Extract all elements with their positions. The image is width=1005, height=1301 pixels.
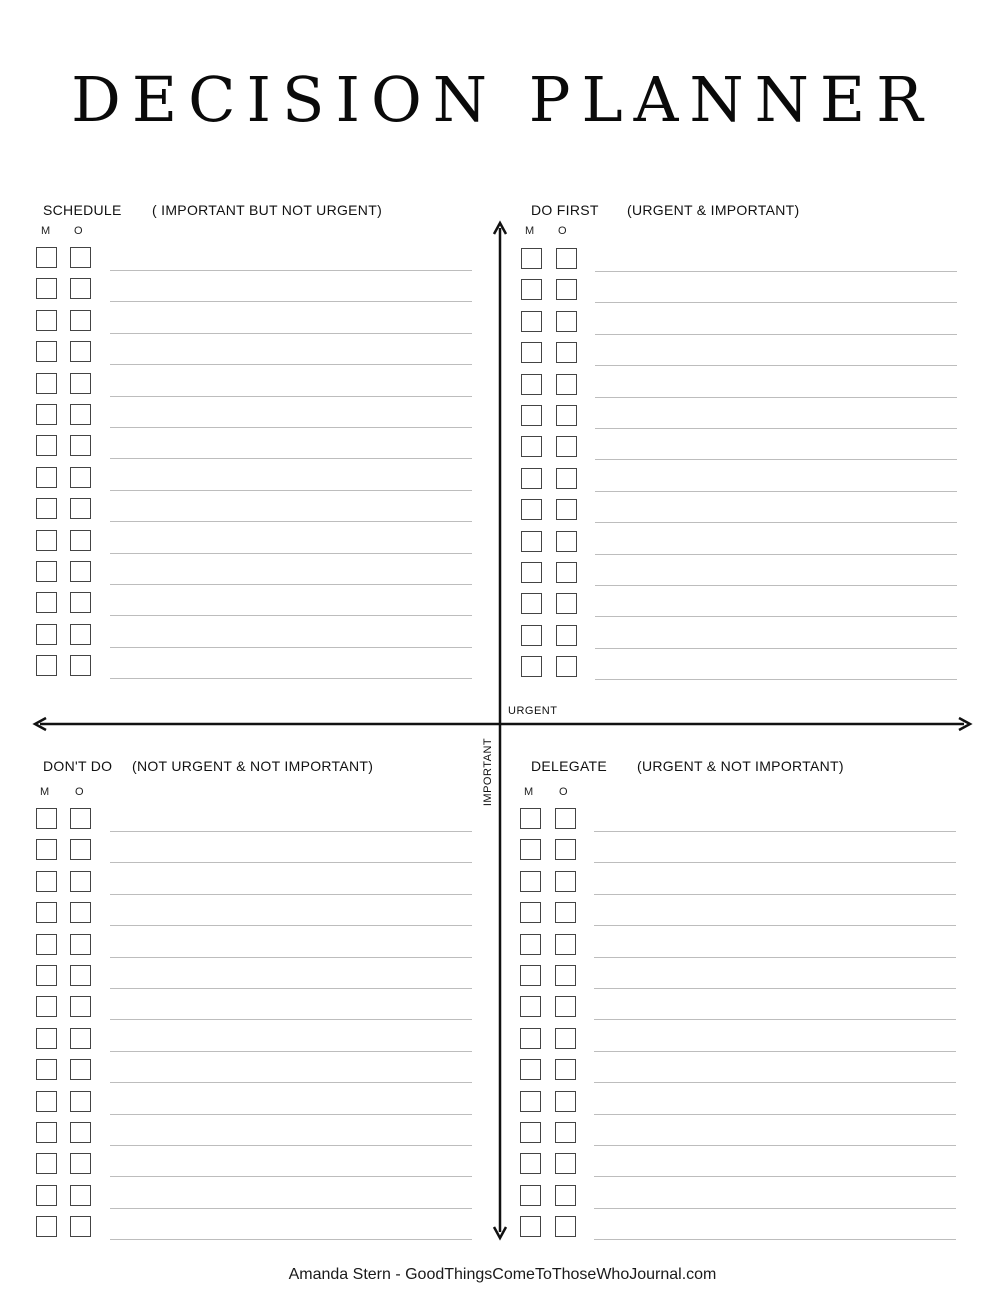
column-label-m: M <box>40 786 50 798</box>
column-label-o: O <box>558 225 567 237</box>
column-label-o: O <box>75 786 84 798</box>
quadrant-label: SCHEDULE <box>43 202 122 218</box>
quadrant-subtitle: ( IMPORTANT BUT NOT URGENT) <box>152 202 383 218</box>
axis-label-important: IMPORTANT <box>482 737 494 807</box>
column-label-o: O <box>559 786 568 798</box>
axis-label-urgent: URGENT <box>508 705 558 717</box>
column-label-m: M <box>41 225 51 237</box>
quadrant-label: DON'T DO <box>43 758 113 774</box>
quadrant-label: DELEGATE <box>531 758 608 774</box>
column-label-o: O <box>74 225 83 237</box>
footer-credit: Amanda Stern - GoodThingsComeToThoseWhoJournal.com <box>288 1266 717 1283</box>
quadrant-subtitle: (URGENT & NOT IMPORTANT) <box>637 758 844 774</box>
quadrant-label: DO FIRST <box>531 202 599 218</box>
column-label-m: M <box>524 786 534 798</box>
page-title: DECISION PLANNER <box>71 63 934 136</box>
quadrant-subtitle: (URGENT & IMPORTANT) <box>627 202 800 218</box>
column-label-m: M <box>525 225 535 237</box>
quadrant-subtitle: (NOT URGENT & NOT IMPORTANT) <box>132 758 374 774</box>
